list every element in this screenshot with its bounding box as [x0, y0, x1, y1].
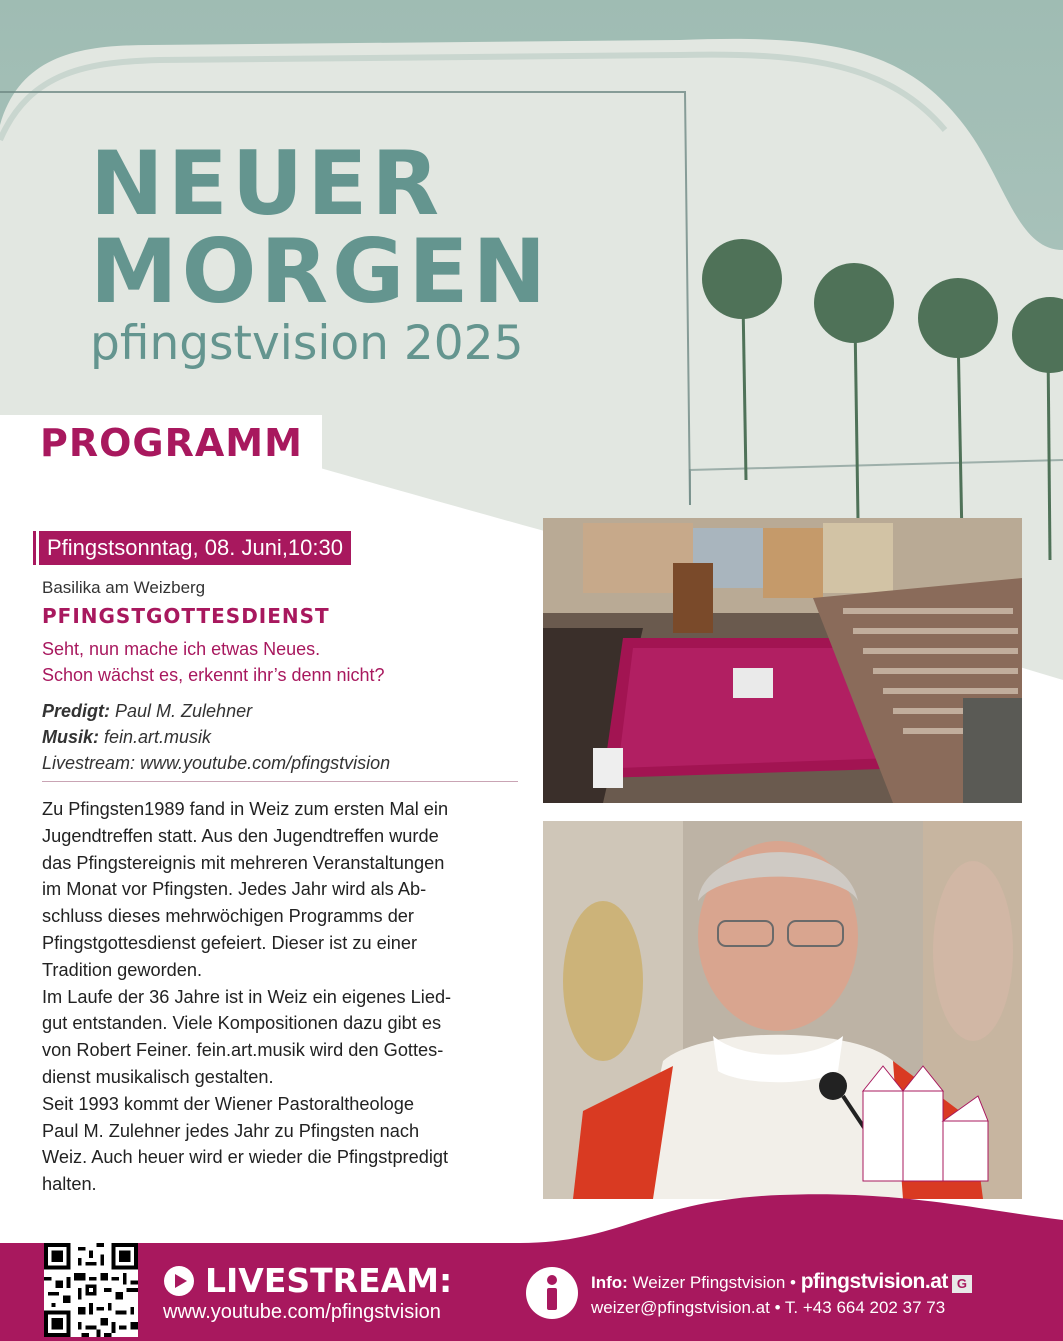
info-line-2: [591, 1298, 945, 1318]
subtitle: pfingstvision 2025: [90, 316, 524, 371]
play-icon: [163, 1265, 195, 1297]
event-title: PFINGSTGOTTESDIENST: [42, 604, 330, 628]
preacher-portrait-photo: [543, 821, 1022, 1199]
event-quote: [42, 636, 385, 688]
event-venue: Basilika am Weizberg: [42, 578, 206, 597]
livestream-title: LIVESTREAM:: [205, 1261, 453, 1300]
brand-logo-icon: G: [952, 1275, 972, 1293]
qr-code[interactable]: [44, 1243, 138, 1337]
musik-value: fein.art.musik: [99, 727, 212, 747]
quote-line-2: Schon wächst es, erkennt ihr’s denn nicht?: [42, 665, 385, 685]
paragraph-3: Seit 1993 kommt der Wiener Pastoraltheologe Paul M. Zulehner jedes Jahr zu Pfingsten nach Weiz. Auch heuer wird er wieder die Pfingstpredigt halten.: [42, 1093, 449, 1195]
title-line-2: MORGEN: [90, 220, 551, 323]
event-date-badge: Pfingstsonntag, 08. Juni,10:30: [36, 531, 351, 565]
musik-line: [42, 724, 390, 750]
predigt-line: [42, 698, 390, 724]
predigt-value: Paul M. Zulehner: [110, 701, 253, 721]
title-block: [90, 132, 551, 374]
musik-label: Musik:: [42, 727, 100, 747]
basilica-interior-photo: [543, 518, 1022, 803]
contact-email[interactable]: weizer@pfingstvision.at: [591, 1298, 770, 1317]
section-title: PROGRAMM: [40, 421, 303, 465]
body-text: [42, 796, 522, 1198]
info-label: Info:: [591, 1273, 628, 1292]
paragraph-2: Im Laufe der 36 Jahre ist in Weiz ein eigenes Lied- gut entstanden. Viele Kompositionen dazu gibt es von Robert Feiner. fein.art.musik wird den Gottes- dienst musikalisch gestalten.: [42, 986, 452, 1087]
livestream-url[interactable]: www.youtube.com/pfingstvision: [163, 1301, 441, 1323]
title-line-1: NEUER: [90, 132, 444, 235]
livestream-heading[interactable]: [163, 1261, 452, 1301]
paragraph-1: Zu Pfingsten1989 fand in Weiz zum ersten Mal ein Jugendtreffen statt. Aus den Jugendtreffen wurde das Pfingstereignis mit mehreren Veranstaltungen im Monat vor Pfingsten. Jedes Jahr wird als Ab- schluss dieses mehrwöchigen Programms der Pfingstgottesdienst gefeiert. Dieser ist zu einer Tradition geworden.: [42, 799, 449, 980]
contact-phone: • T. +43 664 202 37 73: [769, 1298, 946, 1317]
quote-line-1: Seht, nun mache ich etwas Neues.: [42, 639, 321, 659]
info-line-1: [591, 1270, 972, 1294]
predigt-label: Predigt:: [42, 701, 111, 721]
divider: [42, 781, 518, 782]
footer-curve: [0, 1190, 1063, 1250]
event-credits: [42, 698, 390, 776]
info-icon: [525, 1266, 579, 1320]
info-org: Weizer Pfingstvision •: [627, 1273, 801, 1292]
livestream-line[interactable]: Livestream: www.youtube.com/pfingstvision: [42, 753, 391, 773]
brand-name[interactable]: pfingstvision.at: [800, 1270, 948, 1293]
